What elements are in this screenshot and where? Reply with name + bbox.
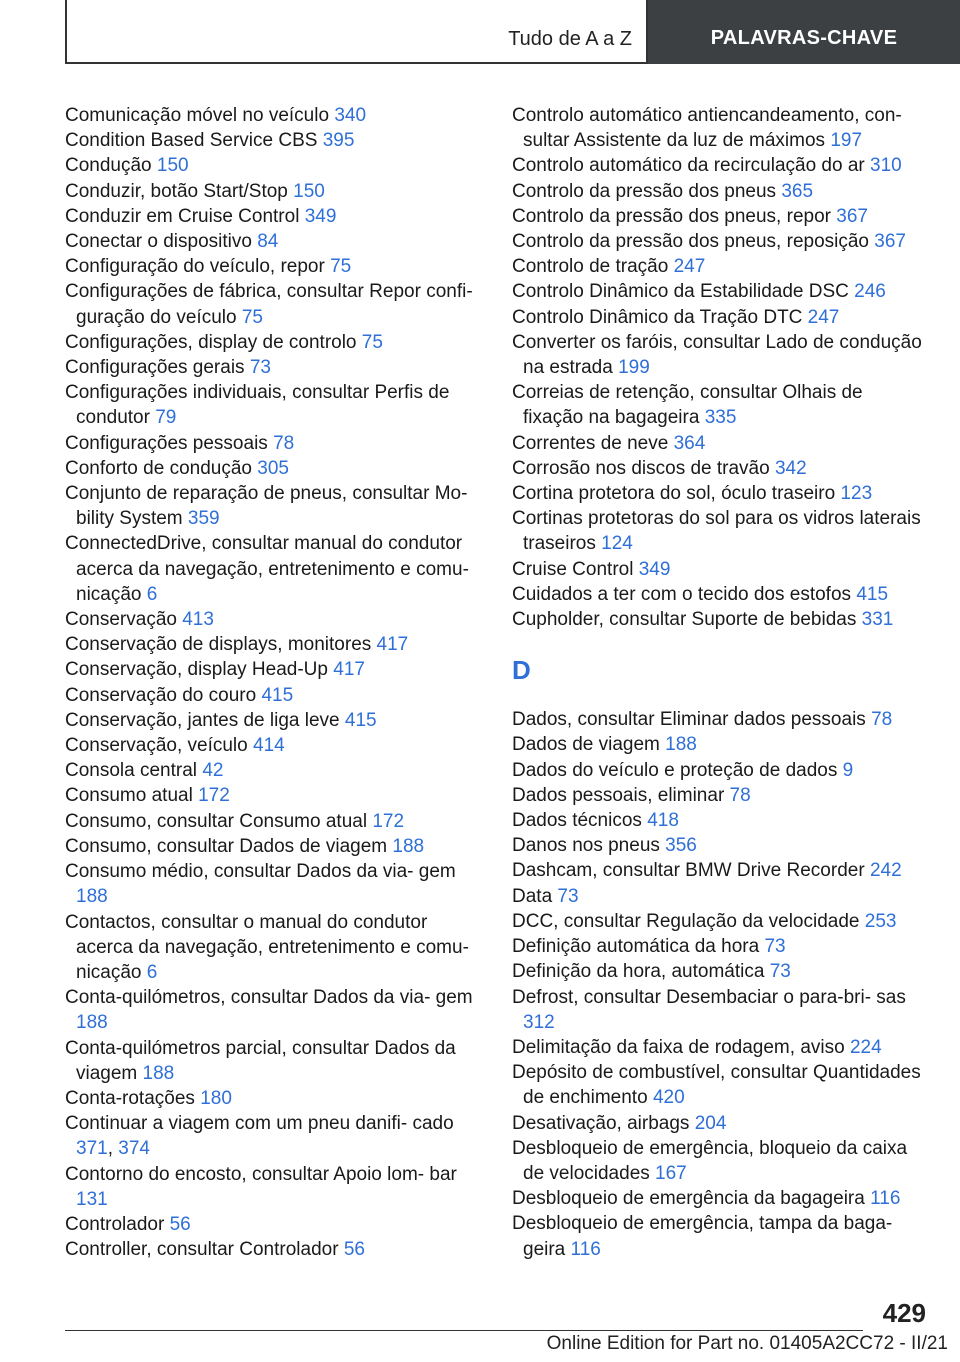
entry-text: Dados de viagem — [512, 734, 660, 756]
index-group-d — [512, 707, 927, 1261]
index-entry — [512, 607, 927, 632]
entry-text: Cuidados a ter com o tecido dos estofos — [512, 583, 852, 605]
index-entry — [65, 1162, 475, 1212]
index-column-right — [512, 103, 927, 1262]
index-entry — [65, 758, 475, 783]
entry-text: Conta-rotações — [65, 1087, 195, 1109]
entry-text: Data — [512, 885, 553, 907]
index-entry — [512, 934, 927, 959]
index-entry — [65, 1036, 475, 1086]
page-link[interactable]: 78 — [729, 784, 751, 806]
index-entry — [512, 884, 927, 909]
page-link[interactable]: 6 — [146, 583, 158, 605]
index-entry — [65, 204, 475, 229]
page-link[interactable]: 188 — [392, 835, 425, 857]
entry-text: Conjunto de reparação de pneus, consultar Mo‐ bility System — [65, 483, 468, 530]
index-entry — [65, 531, 475, 607]
page-link[interactable]: 75 — [241, 306, 263, 328]
entry-text: Controlador — [65, 1213, 165, 1235]
entry-text: Configurações gerais — [65, 357, 245, 379]
page-link[interactable]: 359 — [187, 508, 220, 530]
index-entry — [512, 330, 927, 380]
entry-text: Configuração do veículo, repor — [65, 256, 325, 278]
index-entry — [512, 732, 927, 757]
entry-text: Conservação, display Head-Up — [65, 659, 328, 681]
entry-text: Controlo automático antiencandeamento, con‐ sultar Assistente da luz de máximos — [512, 105, 902, 152]
index-entry — [65, 481, 475, 531]
index-entry — [65, 229, 475, 254]
index-entry — [512, 985, 927, 1035]
entry-text: Controlo da pressão dos pneus — [512, 180, 777, 202]
page-link[interactable]: 197 — [830, 130, 863, 152]
index-entry — [65, 985, 475, 1035]
page-link[interactable]: 123 — [840, 483, 873, 505]
index-entry — [65, 783, 475, 808]
page-link[interactable]: 204 — [694, 1112, 727, 1134]
entry-text: Corrosão nos discos de travão — [512, 457, 770, 479]
page-link[interactable]: 335 — [704, 407, 737, 429]
page-link[interactable]: 371 — [76, 1138, 108, 1160]
entry-text: Controlo da pressão dos pneus, reposição — [512, 231, 870, 253]
page-link[interactable]: 75 — [361, 331, 383, 353]
index-entry — [512, 254, 927, 279]
page-link[interactable]: 79 — [155, 407, 177, 429]
index-entry — [65, 809, 475, 834]
page-link[interactable]: 116 — [570, 1238, 601, 1260]
page-link[interactable]: 73 — [769, 961, 791, 983]
index-entry — [65, 330, 475, 355]
index-entry — [512, 1211, 927, 1261]
section-tab: PALAVRAS-CHAVE — [648, 0, 960, 64]
entry-text: Configurações de fábrica, consultar Repor confi‐ guração do veículo — [65, 281, 473, 328]
page-number: 429 — [882, 1298, 926, 1328]
page-link[interactable]: 340 — [334, 105, 367, 126]
entry-text: Delimitação da faixa de rodagem, aviso — [512, 1036, 845, 1058]
page-link[interactable]: 188 — [142, 1062, 175, 1084]
entry-text: Condução — [65, 155, 152, 177]
entry-text: Dados pessoais, eliminar — [512, 784, 725, 806]
entry-text: Correias de retenção, consultar Olhais de fixação na bagageira — [512, 382, 863, 429]
index-entry — [512, 103, 927, 153]
entry-text: Consumo, consultar Dados de viagem — [65, 835, 388, 857]
page-link[interactable]: 116 — [870, 1188, 901, 1210]
index-entry — [512, 707, 927, 732]
page-link[interactable]: 312 — [523, 1011, 555, 1033]
entry-text: Cupholder, consultar Suporte de bebidas — [512, 609, 857, 631]
page-link[interactable]: 224 — [849, 1036, 882, 1058]
page-link[interactable]: 367 — [836, 205, 868, 227]
page-link[interactable]: 331 — [861, 609, 894, 631]
page-link[interactable]: 356 — [665, 835, 697, 857]
page-link[interactable]: 413 — [182, 609, 214, 631]
page-link[interactable]: 420 — [652, 1087, 685, 1109]
index-entry — [65, 607, 475, 632]
index-entry — [65, 103, 475, 128]
index-entry — [65, 355, 475, 380]
entry-text: ConnectedDrive, consultar manual do condutor acerca da navegação, entretenimento e comu‐ nicação — [65, 533, 469, 605]
page-link[interactable]: 188 — [76, 886, 108, 908]
entry-text: Cortinas protetoras do sol para os vidros laterais traseiros — [512, 508, 921, 555]
entry-text: Condition Based Service CBS — [65, 130, 318, 152]
page-link[interactable]: 42 — [202, 760, 224, 782]
entry-text: Converter os faróis, consultar Lado de condução na estrada — [512, 331, 922, 379]
page-link[interactable]: 150 — [293, 180, 325, 202]
entry-text: Comunicação móvel no veículo — [65, 105, 330, 126]
index-entry — [65, 380, 475, 430]
page-link[interactable]: 418 — [647, 810, 679, 832]
entry-text: Correntes de neve — [512, 432, 669, 454]
index-entry — [512, 481, 927, 506]
page-link[interactable]: 150 — [156, 155, 189, 177]
header-frame — [65, 0, 648, 64]
page-link[interactable]: 131 — [76, 1188, 108, 1210]
entry-text: Conservação, veículo — [65, 735, 248, 757]
index-entry — [512, 153, 927, 178]
index-entry — [65, 1237, 475, 1262]
page-link[interactable]: 417 — [333, 659, 365, 681]
entry-text: Configurações individuais, consultar Perfis de condutor — [65, 382, 450, 429]
page-link[interactable]: 78 — [871, 709, 893, 731]
page-link[interactable]: 75 — [330, 256, 352, 278]
index-entry — [65, 254, 475, 279]
entry-text: Conduzir em Cruise Control — [65, 205, 300, 227]
index-entry — [512, 959, 927, 984]
entry-text: Dados técnicos — [512, 810, 642, 832]
page-link[interactable]: 172 — [372, 810, 405, 832]
entry-text: Conta-quilómetros parcial, consultar Dados da viagem — [65, 1037, 456, 1084]
page-link[interactable]: 415 — [261, 684, 294, 706]
index-entry — [512, 1136, 927, 1186]
index-entry — [512, 557, 927, 582]
page-link[interactable]: 247 — [673, 256, 706, 278]
entry-text: Controlo Dinâmico da Estabilidade DSC — [512, 281, 849, 303]
page-link[interactable]: 415 — [856, 583, 889, 605]
page-link[interactable]: 415 — [344, 709, 377, 731]
page-link[interactable]: 9 — [842, 759, 854, 781]
page-link[interactable]: 188 — [665, 734, 697, 756]
entry-text: Consola central — [65, 760, 198, 782]
index-entry — [65, 657, 475, 682]
page-link[interactable]: 310 — [870, 155, 902, 177]
index-entry — [512, 204, 927, 229]
entry-text: Configurações, display de controlo — [65, 331, 357, 353]
page-link[interactable]: 172 — [198, 785, 230, 807]
index-entry — [65, 1086, 475, 1111]
entry-text: Dashcam, consultar BMW Drive Recorder — [512, 860, 865, 882]
entry-text: Conforto de condução — [65, 457, 252, 479]
page-link[interactable]: 414 — [253, 735, 285, 757]
entry-text: Desativação, airbags — [512, 1112, 690, 1134]
index-entry — [512, 1060, 927, 1110]
entry-text: Definição automática da hora — [512, 936, 760, 958]
page-link[interactable]: 365 — [781, 180, 814, 202]
page-link[interactable]: 305 — [257, 457, 289, 479]
index-entry — [65, 431, 475, 456]
index-entry — [65, 279, 475, 329]
page-link[interactable]: 188 — [76, 1012, 108, 1034]
page-link[interactable]: 395 — [322, 130, 355, 152]
index-entry — [512, 305, 927, 330]
footer-rule — [65, 1330, 863, 1331]
index-entry — [512, 582, 927, 607]
index-entry — [65, 733, 475, 758]
entry-text: Conservação — [65, 609, 177, 631]
page-link[interactable]: 167 — [655, 1162, 687, 1184]
index-entry — [65, 128, 475, 153]
entry-text: Controlo automático da recirculação do ar — [512, 155, 865, 177]
page-link[interactable]: 84 — [257, 231, 279, 253]
index-entry — [65, 632, 475, 657]
footer-edition: Online Edition for Part no. 01405A2CC72 - II/21 — [546, 1333, 948, 1354]
index-group-c — [512, 103, 927, 632]
page-link[interactable]: 242 — [869, 860, 902, 882]
page-link[interactable]: 247 — [807, 306, 840, 328]
page-header — [0, 0, 960, 66]
entry-text: Danos nos pneus — [512, 835, 660, 857]
entry-text: Dados, consultar Eliminar dados pessoais — [512, 709, 866, 731]
entry-text: Conservação de displays, monitores — [65, 634, 372, 656]
entry-text: Consumo, consultar Consumo atual — [65, 810, 368, 832]
entry-text: Controlo da pressão dos pneus, repor — [512, 205, 831, 227]
index-column-left — [65, 103, 475, 1262]
page-link[interactable]: 374 — [118, 1138, 150, 1160]
index-entry — [65, 683, 475, 708]
entry-text: Configurações pessoais — [65, 432, 268, 454]
index-entry — [512, 808, 927, 833]
entry-text: Depósito de combustível, consultar Quantidades de enchimento — [512, 1062, 921, 1109]
index-entry — [512, 1111, 927, 1136]
entry-text: Conectar o dispositivo — [65, 231, 252, 253]
entry-text: Conservação, jantes de liga leve — [65, 709, 340, 731]
entry-text: Consumo atual — [65, 785, 193, 807]
index-letter-heading: D — [512, 655, 531, 686]
page-link[interactable]: 246 — [854, 281, 886, 303]
entry-text: Dados do veículo e proteção de dados — [512, 759, 838, 781]
entry-text: Contactos, consultar o manual do condutor acerca da navegação, entretenimento e comu‐ nicação — [65, 911, 469, 983]
index-entry: Continuar a viagem com um pneu danifi‐ cado 371, 374 — [65, 1113, 454, 1160]
index-entry — [512, 279, 927, 304]
index-entry — [65, 153, 475, 178]
index-entry — [512, 1186, 927, 1211]
entry-text: Desbloqueio de emergência, tampa da baga‐ geira — [512, 1213, 893, 1260]
page-link[interactable]: 349 — [304, 205, 337, 227]
entry-text: Conta-quilómetros, consultar Dados da via‐ gem — [65, 987, 473, 1009]
page-link[interactable]: 364 — [673, 432, 706, 454]
entry-text: Controller, consultar Controlador — [65, 1239, 339, 1261]
page-link[interactable]: 342 — [774, 457, 807, 479]
index-entry — [512, 833, 927, 858]
entry-text: Cruise Control — [512, 558, 634, 580]
entry-text: Cortina protetora do sol, óculo traseiro — [512, 483, 836, 505]
page-link[interactable]: 56 — [169, 1213, 191, 1235]
index-entry — [65, 1212, 475, 1237]
chapter-title: Tudo de A a Z — [508, 28, 632, 50]
page-link[interactable]: 6 — [146, 961, 158, 983]
entry-text: Continuar a viagem com um pneu danifi‐ cado — [65, 1113, 454, 1135]
page-link[interactable]: 73 — [557, 885, 579, 907]
entry-text: Consumo médio, consultar Dados da via‐ gem — [65, 861, 456, 883]
index-entry — [512, 758, 927, 783]
entry-text: Controlo Dinâmico da Tração DTC — [512, 306, 803, 328]
index-entry — [512, 506, 927, 556]
entry-text: Contorno do encosto, consultar Apoio lom‐ bar — [65, 1163, 457, 1185]
index-entry — [512, 858, 927, 883]
page-link[interactable]: 56 — [343, 1239, 365, 1261]
index-entry — [512, 431, 927, 456]
index-entry — [512, 179, 927, 204]
entry-text: Desbloqueio de emergência, bloqueio da caixa de velocidades — [512, 1137, 908, 1184]
index-entry — [65, 910, 475, 986]
index-entry — [512, 380, 927, 430]
index-entry — [65, 456, 475, 481]
page-link[interactable]: 199 — [618, 357, 650, 379]
index-entry — [512, 229, 927, 254]
page-link[interactable]: 78 — [273, 432, 295, 454]
index-entry — [512, 909, 927, 934]
page-link[interactable]: 349 — [638, 558, 671, 580]
page-link[interactable]: 73 — [764, 936, 786, 958]
index-entry — [65, 834, 475, 859]
entry-text: DCC, consultar Regulação da velocidade — [512, 910, 860, 932]
index-entry — [65, 859, 475, 909]
index-entry — [512, 783, 927, 808]
entry-text: Controlo de tração — [512, 256, 669, 278]
entry-text: Conduzir, botão Start/Stop — [65, 180, 288, 202]
index-entry — [65, 179, 475, 204]
index-entry — [512, 1035, 927, 1060]
page-link[interactable]: 124 — [601, 533, 633, 555]
page-link[interactable]: 367 — [874, 231, 906, 253]
page-link[interactable]: 180 — [200, 1087, 232, 1109]
entry-text: Definição da hora, automática — [512, 961, 765, 983]
entry-text: Desbloqueio de emergência da bagageira — [512, 1188, 865, 1210]
page-link[interactable]: 253 — [864, 910, 897, 932]
index-entry — [512, 456, 927, 481]
page-link[interactable]: 73 — [249, 357, 271, 379]
index-entry — [65, 708, 475, 733]
entry-text: Defrost, consultar Desembaciar o para-bri‐ sas — [512, 986, 906, 1008]
entry-text: Conservação do couro — [65, 684, 257, 706]
page-link[interactable]: 417 — [376, 634, 409, 656]
